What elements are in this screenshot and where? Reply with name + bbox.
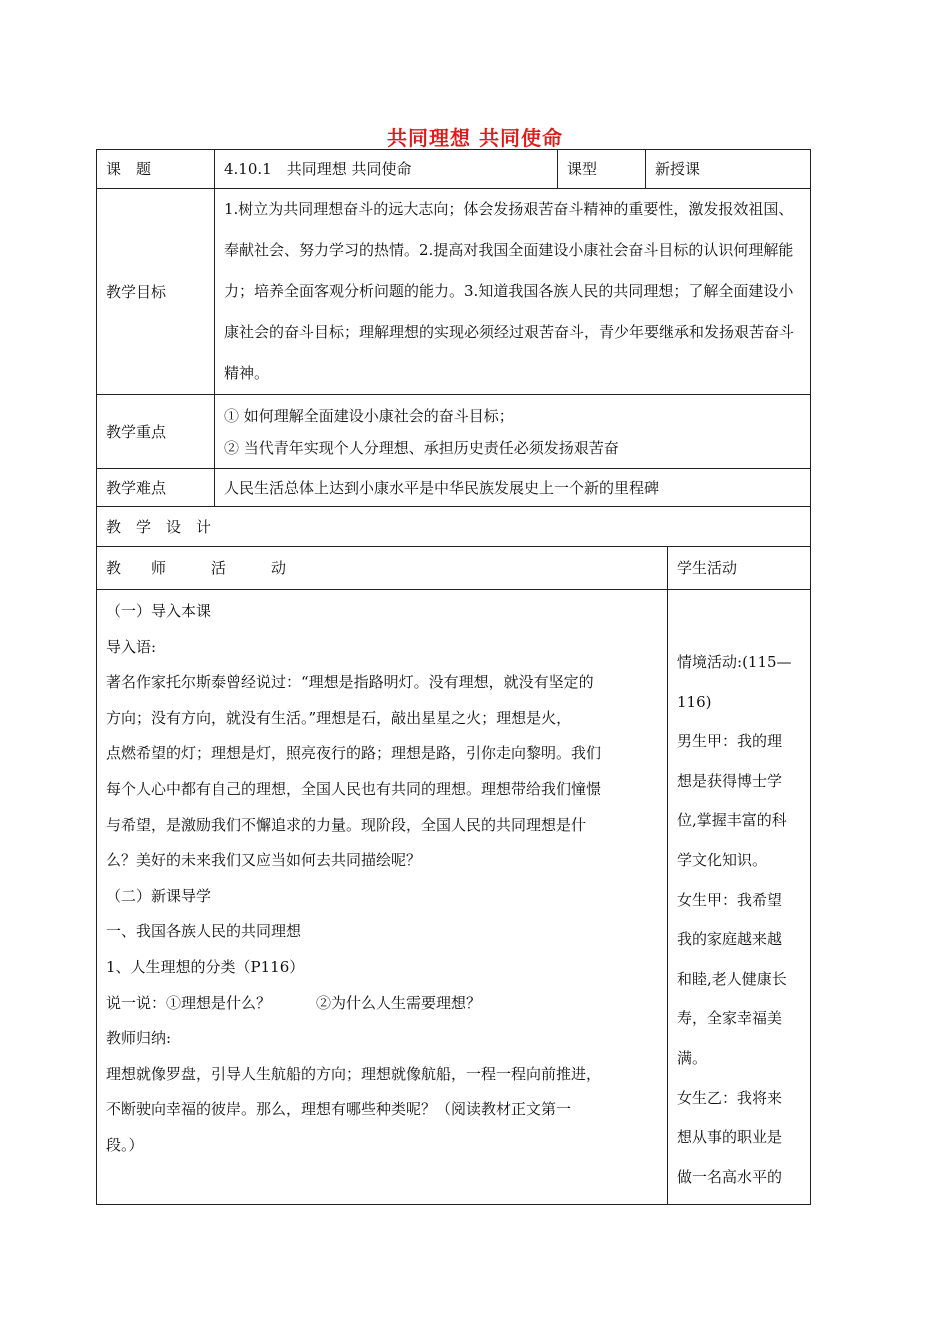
- page-title: 共同理想 共同使命: [387, 126, 563, 150]
- activity-content-row: [97, 590, 811, 1205]
- student-line: 男生甲：我的理: [677, 732, 783, 751]
- difficulty-label: 教学难点: [97, 469, 215, 507]
- student-line: 做一名高水平的: [677, 1167, 783, 1186]
- design-label: 教 学 设 计: [97, 507, 811, 547]
- key-points-list: [215, 395, 811, 469]
- teacher-line: 么？美好的未来我们又应当如何去共同描绘呢？: [106, 851, 422, 870]
- key-point-item: ① 如何理解全面建设小康社会的奋斗目标；: [224, 406, 514, 425]
- design-row: [97, 507, 811, 547]
- topic-row: [97, 150, 811, 189]
- teacher-activity-content: [97, 590, 668, 1205]
- teacher-line: 点燃希望的灯；理想是灯，照亮夜行的路；理想是路，引你走向黎明。我们: [106, 744, 602, 763]
- teacher-line: （二）新课导学: [106, 886, 212, 905]
- teacher-line: 导入语:: [106, 637, 157, 656]
- key-points-label: 教学重点: [97, 395, 215, 469]
- activity-header-row: [97, 547, 811, 590]
- objectives-text: 1.树立为共同理想奋斗的远大志向；体会发扬艰苦奋斗精神的重要性，激发报效祖国、奉献社会、努力学习的热情。2.提高对我国全面建设小康社会奋斗目标的认识何理解能力；培养全面客观分析问题的能力。3.知道我国各族人民的共同理想；了解全面建设小康社会的奋斗目标；理解理想的实现必须经过艰苦奋斗，青少年要继承和发扬艰苦奋斗精神。: [215, 189, 811, 395]
- lesson-plan-table: [96, 149, 811, 1205]
- topic-label: 课 题: [97, 150, 215, 189]
- teacher-line: 1、人生理想的分类（P116）: [106, 957, 305, 976]
- teacher-line: 说一说：①理想是什么？ ②为什么人生需要理想？: [106, 993, 482, 1012]
- type-value: 新授课: [646, 150, 811, 189]
- teacher-line: 方向；没有方向，就没有生活。”理想是石，敲出星星之火；理想是火，: [106, 708, 572, 727]
- student-line: 116): [677, 692, 712, 711]
- teacher-line: 一、我国各族人民的共同理想: [106, 922, 302, 941]
- student-line: 位,掌握丰富的科: [677, 811, 787, 830]
- difficulty-text: 人民生活总体上达到小康水平是中华民族发展史上一个新的里程碑: [215, 469, 811, 507]
- teacher-line: 每个人心中都有自己的理想，全国人民也有共同的理想。理想带给我们憧憬: [106, 779, 602, 798]
- teacher-line: （一）导入本课: [106, 602, 212, 620]
- student-line: 情境活动:(115—: [677, 653, 792, 671]
- student-line: 想从事的职业是: [677, 1128, 783, 1147]
- teacher-line: 理想就像罗盘，引导人生航船的方向；理想就像航船，一程一程向前推进，: [106, 1064, 602, 1083]
- student-line: 学文化知识。: [677, 850, 768, 869]
- student-line: 和睦,老人健康长: [677, 969, 787, 988]
- difficulty-row: [97, 469, 811, 507]
- teacher-line: 教师归纳:: [106, 1029, 172, 1048]
- teacher-activity-header: 教 师 活 动: [97, 547, 668, 590]
- student-line: 女生甲：我希望: [677, 890, 783, 909]
- objectives-row: [97, 189, 811, 395]
- teacher-line: 不断驶向幸福的彼岸。那么，理想有哪些种类呢？（阅读教材正文第一: [106, 1100, 572, 1119]
- student-activity-header: 学生活动: [668, 547, 811, 590]
- topic-value: 4.10.1 共同理想 共同使命: [215, 150, 558, 189]
- student-line: 寿，全家幸福美: [677, 1009, 783, 1028]
- student-line: 我的家庭越来越: [677, 930, 783, 949]
- type-label: 课型: [558, 150, 646, 189]
- objectives-label: 教学目标: [97, 189, 215, 395]
- key-point-item: ② 当代青年实现个人分理想、承担历史责任必须发扬艰苦奋: [224, 438, 619, 457]
- teacher-line: 著名作家托尔斯泰曾经说过：“理想是指路明灯。没有理想，就没有坚定的: [106, 673, 594, 692]
- student-line: 想是获得博士学: [677, 771, 783, 790]
- student-line: 满。: [677, 1048, 708, 1067]
- student-line: 女生乙：我将来: [677, 1088, 783, 1107]
- student-activity-content: [668, 590, 811, 1205]
- key-points-row: [97, 395, 811, 469]
- teacher-line: 段。）: [106, 1135, 144, 1154]
- teacher-line: 与希望，是激励我们不懈追求的力量。现阶段，全国人民的共同理想是什: [106, 815, 587, 834]
